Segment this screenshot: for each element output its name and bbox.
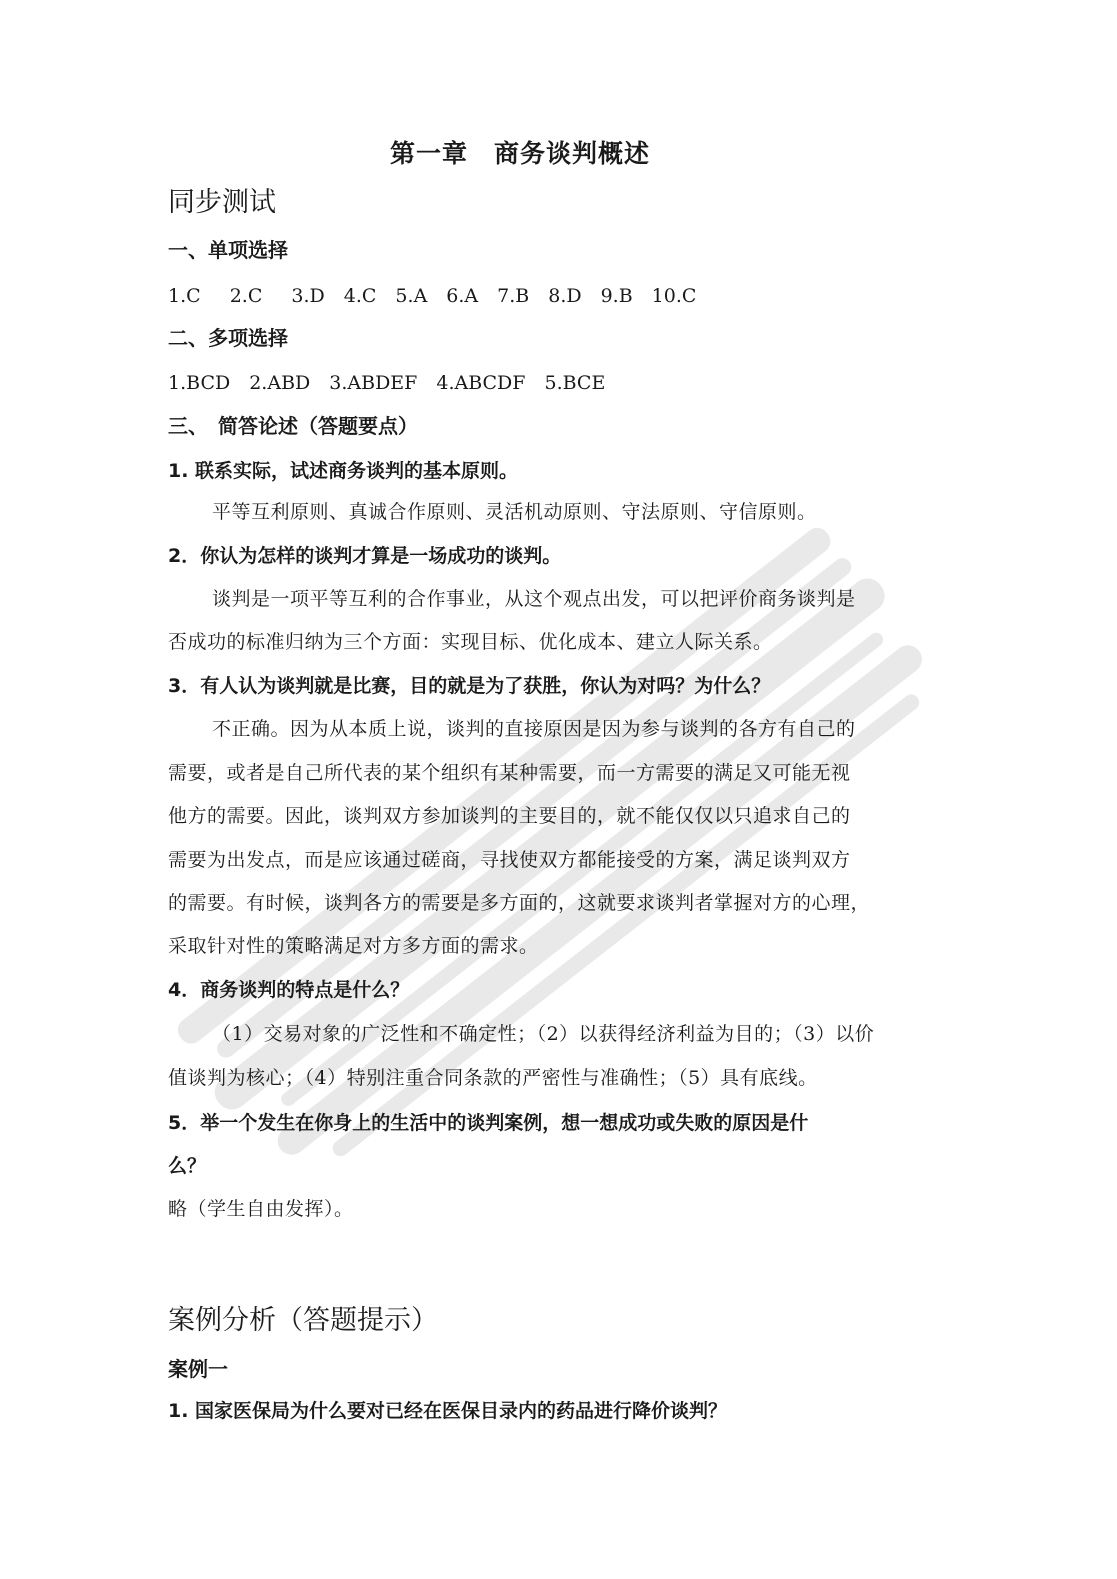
question-2: 2．你认为怎样的谈判才算是一场成功的谈判。 [168,545,562,567]
answer-3-line: 不正确。因为从本质上说，谈判的直接原因是因为参与谈判的各方有自己的 [212,718,856,740]
answer-3-line: 的需要。有时候，谈判各方的需要是多方面的，这就要求谈判者掌握对方的心理， [168,892,871,914]
question-3: 3．有人认为谈判就是比赛，目的就是为了获胜，你认为对吗？为什么？ [168,675,771,697]
question-5-line: 5．举一个发生在你身上的生活中的谈判案例，想一想成功或失败的原因是什 [168,1112,809,1134]
answer-3-line: 需要为出发点，而是应该通过磋商，寻找使双方都能接受的方案，满足谈判双方 [168,849,851,871]
short-answer-heading: 三、 简答论述（答题要点） [168,414,418,438]
answer-4-line: 值谈判为核心；（4）特别注重合同条款的严密性与准确性；（5）具有底线。 [168,1067,818,1089]
answer-3-line: 采取针对性的策略满足对方多方面的需求。 [168,935,539,957]
case-1-question-1: 1. 国家医保局为什么要对已经在医保目录内的药品进行降价谈判？ [168,1400,728,1422]
section-heading-case-analysis: 案例分析（答题提示） [168,1305,438,1336]
section-heading-sync-test: 同步测试 [168,187,276,218]
question-4: 4．商务谈判的特点是什么？ [168,979,410,1001]
answer-3-line: 他方的需要。因此，谈判双方参加谈判的主要目的，就不能仅仅以只追求自己的 [168,805,851,827]
answer-2-line: 否成功的标准归纳为三个方面：实现目标、优化成本、建立人际关系。 [168,631,773,653]
question-1: 1. 联系实际，试述商务谈判的基本原则。 [168,460,519,482]
case-1-heading: 案例一 [168,1357,228,1381]
answer-1: 平等互利原则、真诚合作原则、灵活机动原则、守法原则、守信原则。 [212,501,817,523]
answer-2-line: 谈判是一项平等互利的合作事业，从这个观点出发，可以把评价商务谈判是 [212,588,856,610]
question-5-line: 么？ [168,1155,207,1177]
chapter-title: 第一章 商务谈判概述 [389,139,650,168]
answer-3-line: 需要，或者是自己所代表的某个组织有某种需要，而一方需要的满足又可能无视 [168,762,851,784]
single-choice-answers: 1.C 2.C 3.D 4.C 5.A 6.A 7.B 8.D 9.B 10.C [168,285,697,307]
multi-choice-answers: 1.BCD 2.ABD 3.ABDEF 4.ABCDF 5.BCE [168,372,606,394]
multi-choice-heading: 二、多项选择 [168,326,288,350]
answer-4-line: （1）交易对象的广泛性和不确定性；（2）以获得经济利益为目的；（3）以价 [212,1023,875,1045]
answer-5: 略（学生自由发挥）。 [168,1198,354,1220]
single-choice-heading: 一、单项选择 [168,238,288,262]
